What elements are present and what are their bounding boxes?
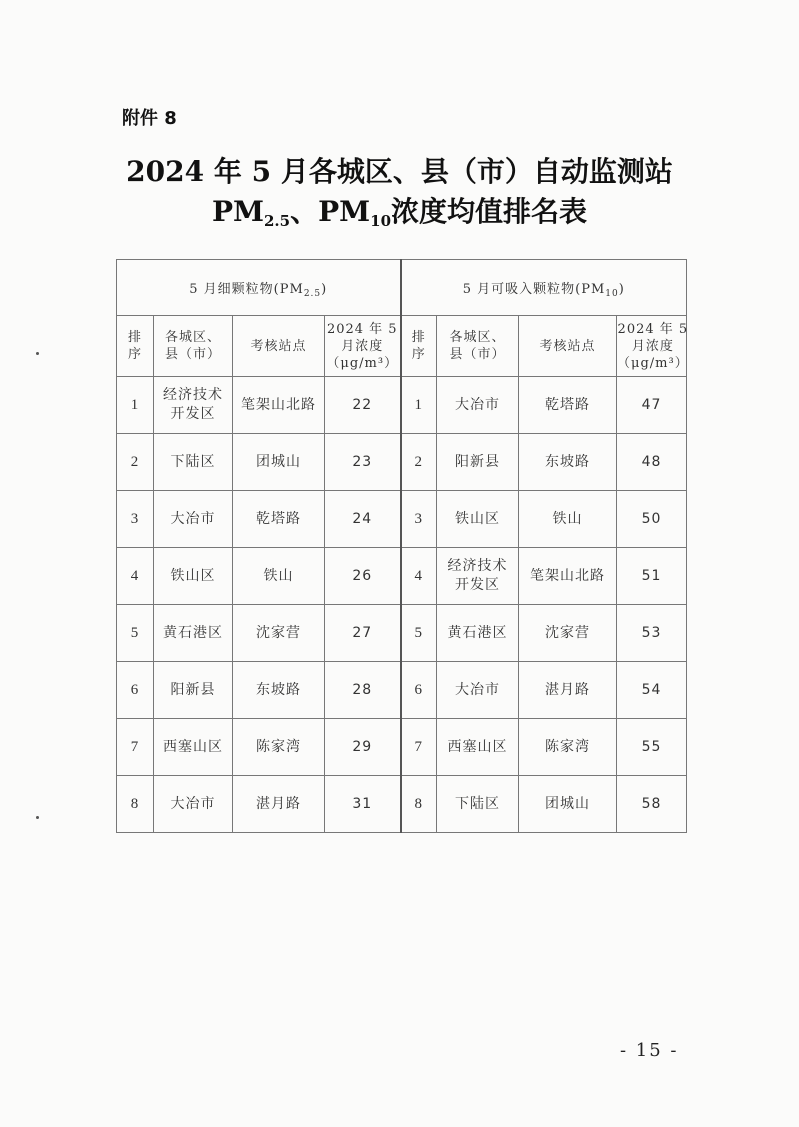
pm25-district-cell [154, 662, 233, 719]
pm25-rank-cell: 8 [117, 776, 154, 833]
pm25-station-cell: 乾塔路 [233, 491, 325, 548]
pm25-group-header [117, 260, 401, 316]
page-number: - 15 - [620, 1040, 679, 1061]
pm10-district-cell-text: 阳新县 [455, 453, 501, 470]
pm10-group-close: ) [618, 282, 625, 297]
pm10-rank-cell: 4 [401, 548, 437, 605]
pm10-district-cell [437, 776, 519, 833]
pm25-station-cell: 笔架山北路 [233, 377, 325, 434]
table-row [117, 776, 687, 833]
pm10-value-cell: 54 [617, 662, 687, 719]
pm10-district-cell-text: 经济技术 开发区 [447, 558, 508, 593]
column-header-rank-text: 排 序 [411, 330, 426, 362]
pm25-rank-cell: 3 [117, 491, 154, 548]
pm10-rank-cell: 3 [401, 491, 437, 548]
pm25-district-cell [154, 491, 233, 548]
pm25-district-cell [154, 548, 233, 605]
pm10-rank-cell: 2 [401, 434, 437, 491]
scan-mark [36, 816, 39, 819]
pm10-station-cell: 陈家湾 [519, 719, 617, 776]
pm10-station-cell: 乾塔路 [519, 377, 617, 434]
pm25-group-close: ) [321, 282, 328, 297]
scan-mark [36, 352, 39, 355]
pm10-station-cell: 笔架山北路 [519, 548, 617, 605]
title-tail: 浓度均值排名表 [391, 195, 588, 228]
pm25-rank-cell: 7 [117, 719, 154, 776]
page-title-line-2 [0, 192, 799, 232]
pm25-station-cell: 东坡路 [233, 662, 325, 719]
pm10-district-cell-text: 黄石港区 [447, 624, 508, 641]
column-header-concentration [325, 316, 401, 377]
title-pm-text: PM [211, 195, 264, 228]
column-header-station: 考核站点 [233, 316, 325, 377]
pm25-rank-cell: 5 [117, 605, 154, 662]
column-header-rank [117, 316, 154, 377]
pm25-district-cell-text: 西塞山区 [163, 738, 223, 755]
pm10-value-cell: 51 [617, 548, 687, 605]
pm25-value-cell: 22 [325, 377, 401, 434]
pm25-rank-cell: 2 [117, 434, 154, 491]
pm25-value-cell: 23 [325, 434, 401, 491]
pm25-district-cell [154, 434, 233, 491]
pm10-rank-cell: 5 [401, 605, 437, 662]
table-row [117, 377, 687, 434]
pm10-station-cell: 沈家营 [519, 605, 617, 662]
pm10-value-cell: 55 [617, 719, 687, 776]
pm25-district-cell [154, 605, 233, 662]
pm25-rank-cell: 1 [117, 377, 154, 434]
pm25-district-cell-text: 经济技术 开发区 [163, 387, 223, 422]
pm25-district-cell-text: 大冶市 [170, 510, 216, 527]
pm25-district-cell [154, 776, 233, 833]
pm10-value-cell: 50 [617, 491, 687, 548]
pm10-district-cell [437, 605, 519, 662]
table-row [117, 548, 687, 605]
pm25-district-cell-text: 大冶市 [170, 795, 216, 812]
pm10-district-cell [437, 377, 519, 434]
pm10-value-cell: 48 [617, 434, 687, 491]
pm25-value-cell: 27 [325, 605, 401, 662]
column-header-district [437, 316, 519, 377]
pm10-rank-cell: 8 [401, 776, 437, 833]
pm25-group-text: 5 月细颗粒物(PM [189, 282, 304, 297]
column-header-rank [401, 316, 437, 377]
column-header-district-text: 各城区、 县（市） [449, 330, 506, 362]
pm10-district-cell-text: 西塞山区 [447, 738, 508, 755]
pm25-value-cell: 26 [325, 548, 401, 605]
pm25-station-cell: 沈家营 [233, 605, 325, 662]
column-header-rank-text: 排 序 [127, 330, 142, 362]
pm10-district-cell [437, 491, 519, 548]
pm25-station-cell: 陈家湾 [233, 719, 325, 776]
pm10-group-text: 5 月可吸入颗粒物(PM [462, 282, 606, 297]
pm10-station-cell: 团城山 [519, 776, 617, 833]
column-header-district-text: 各城区、 县（市） [164, 330, 221, 362]
pm25-district-cell-text: 下陆区 [170, 453, 216, 470]
pm10-rank-cell: 1 [401, 377, 437, 434]
pm25-station-cell: 铁山 [233, 548, 325, 605]
pm10-district-cell-text: 大冶市 [455, 681, 501, 698]
pm10-district-cell [437, 719, 519, 776]
column-header-station: 考核站点 [519, 316, 617, 377]
pm25-district-cell [154, 719, 233, 776]
pm25-district-cell [154, 377, 233, 434]
title-pm10-subscript: 10 [370, 212, 392, 230]
column-header-district [154, 316, 233, 377]
page-title-line-1: 2024 年 5 月各城区、县（市）自动监测站 [126, 155, 673, 188]
ranking-table [116, 259, 687, 833]
pm10-value-cell: 47 [617, 377, 687, 434]
pm10-district-cell [437, 434, 519, 491]
pm10-station-cell: 东坡路 [519, 434, 617, 491]
pm10-rank-cell: 7 [401, 719, 437, 776]
pm25-district-cell-text: 黄石港区 [163, 624, 223, 641]
pm10-station-cell: 湛月路 [519, 662, 617, 719]
table-row [117, 662, 687, 719]
table-row [117, 605, 687, 662]
pm10-value-cell: 58 [617, 776, 687, 833]
pm25-station-cell: 团城山 [233, 434, 325, 491]
pm10-district-cell [437, 662, 519, 719]
pm10-value-cell: 53 [617, 605, 687, 662]
pm10-district-cell-text: 下陆区 [455, 795, 501, 812]
pm25-value-cell: 24 [325, 491, 401, 548]
title-separator: 、PM [290, 195, 371, 228]
pm25-value-cell: 29 [325, 719, 401, 776]
pm25-value-cell: 31 [325, 776, 401, 833]
column-header-concentration-text: 2024 年 5 月浓度 （μg/m³） [617, 321, 689, 371]
table-row [117, 434, 687, 491]
pm10-district-cell [437, 548, 519, 605]
pm25-district-cell-text: 铁山区 [170, 567, 216, 584]
attachment-label: 附件 8 [122, 108, 177, 129]
pm25-rank-cell: 6 [117, 662, 154, 719]
pm25-value-cell: 28 [325, 662, 401, 719]
pm25-station-cell: 湛月路 [233, 776, 325, 833]
column-header-concentration-text: 2024 年 5 月浓度 （μg/m³） [326, 321, 399, 371]
pm10-station-cell: 铁山 [519, 491, 617, 548]
table-row [117, 491, 687, 548]
table-body [117, 377, 687, 833]
pm10-group-subscript: 10 [605, 289, 619, 299]
pm10-district-cell-text: 铁山区 [455, 510, 501, 527]
title-pm25-subscript: 2.5 [264, 212, 291, 230]
pm25-district-cell-text: 阳新县 [170, 681, 216, 698]
table-row [117, 719, 687, 776]
pm10-group-header [401, 260, 687, 316]
pm10-rank-cell: 6 [401, 662, 437, 719]
pm25-group-subscript: 2.5 [303, 289, 322, 299]
column-header-concentration [617, 316, 687, 377]
pm10-district-cell-text: 大冶市 [455, 396, 501, 413]
pm25-rank-cell: 4 [117, 548, 154, 605]
